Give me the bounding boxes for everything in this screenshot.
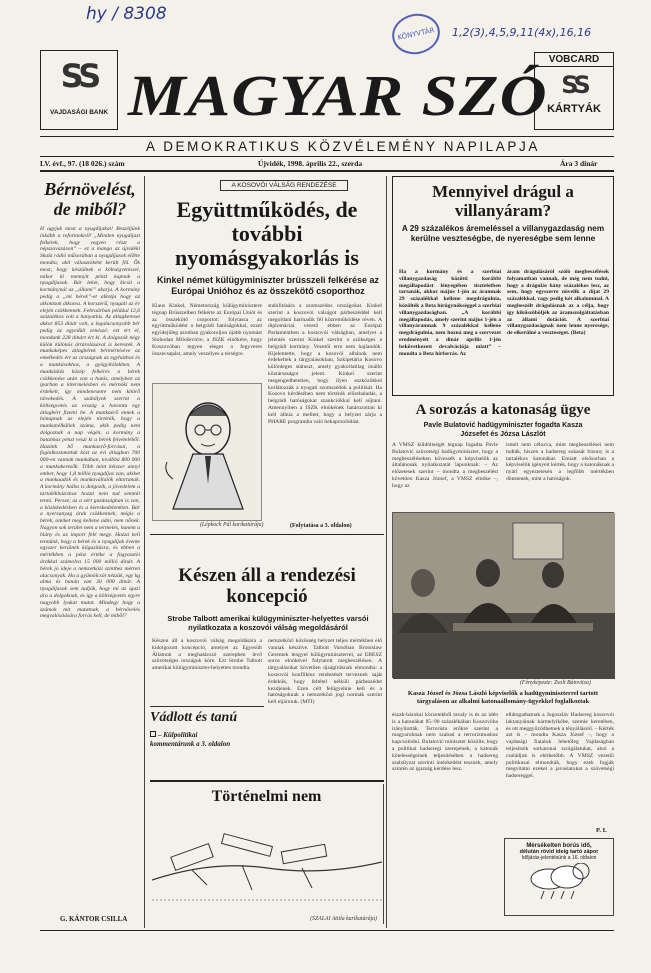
vobcard-title: VOBCARD [535, 53, 613, 67]
checkbox-icon [150, 731, 156, 737]
sorozas-body-col2: ismét nem célozva, mint megbeszélései nem tudták, hiszen a hadsereg sokasát bizony is a tartalékos katonákat. Emiatt elsősorban a képviselők igényeit kérték, hogy a katonáknak a nyári egyeztetésén a legfőbb mértékben döntsenek, mint a hatóságok. [506, 442, 614, 482]
villanyaram-body-col2: áram drágulásáról szóló megbeszélések folyamatban vannak, de még nem tudni, hogy a drágulás hány százalékos lesz, az sem, hogy egyszerre növelik a díjat 29 százalékkal, vagy pedig két alkalommal. A megbeszélt drágulásnak az a célja, hogy így kiküszöböljék az áramszolgáltatásban az állami dotációt. A szerbiai villanygazdaságnak nem lenne nyeresége, de elkerülné a veszteséget. (Beta) [507, 269, 609, 337]
masthead-rule [40, 136, 614, 137]
vadlott-line2: kommentárunk a 3. oldalon [150, 740, 231, 749]
left-column-divider [144, 176, 145, 928]
issue-number: LV. évf., 97. (18 026.) szám [40, 159, 125, 168]
second-article-body-col2: nemzetközi közösség helyzet teljes mértékben elő vannak készítve. Talbott Varsóban Bronislaw Geremek lengyel külügyminiszterrel, az EBESZ soros elnökével folytatott megbeszélésen. A tárgyalásokat követően újságíróknak elmondta: a koszovói konfliktus rendezését terveznek saját érdekük, hogy feltétel nélküli párbeszédet kezdjenek. Ezen célt felügyelnie kell és a hatóságoknak a nemzetközi jogi normák szerint kell eljárniuk. (MTI) [268, 638, 382, 706]
center-right-divider [386, 176, 387, 928]
center-article-body-col1: Klaus Kinkel, Németország külügyminisztere tegnap Brüsszelben felkérte az Európai Uniót és az összekötő csoportot: folytassa az együttműködést a belgrádi hatóságokkal, ezzel egyidejűleg azonban gyakoroljon újabb nyomást Slobodan Miloševićre, a JSZK elnökére, hogy Koszovóban tegyen eleget a fegyveres összecsapást, amely veszélyes a térségre. [152, 303, 262, 357]
continued-note: (Folytatása a 3. oldalon) [290, 523, 352, 529]
masthead-title: MAGYAR SZÓ [128, 63, 548, 128]
left-article-body: H agyjuk most a nyugdíjakat! Beszéljünk inkább a reformokról! „Minden nyugdíjast felkérek, hogy vegyen részt a népszavazáson” – ez a mango az újvidéki Skala rádió műsorában a nyugdíjasok előtte mondta, akit választóként került föl. Ők most, hogy készülnek a költségvetéssel, mikor ki mennyit pénzt kapnak a nyugdíjasok. Bár leket, hogy kicsit a kormánynál az „állami” akarja. A kormány pedig a „mi bérek”-et alkotja hogy az alkotások átkozva. A korszerű, nyugati az év elején csökkennek. Februárban például 12,6 százalékos volt a hanyatlás. Az átlagkereset akkor 853 dinár volt, a legalacsonyabb bér pedig az egyedüli zenészé: ezt ért el, mondunk 228 dinárt ért ki. A dolgozók négy külön különös ártárolásával is kerestek. A munkaképes átlagbérek bérmértéséve az emelkedés ért az országnak az egyházhoz és a munkásokhoz, a gyógyítólakben. A munkáskéz közép felkérés a bérek csökkenése után van a hatás, amelyben az iparban a kitermelésben és mérnöki nem érdekelt, így mindenesetre nem kitörő növekedés. A szabályok szerint a költségvetés az ország a havonta egy átlagbért fizetni be. A munkaerő ennek a hónapnak az elején történik, hogy a munkanélküliek száma, akik pedig nem dolgoznak a nap végén, a kormány a hatalmas pénzt veszi ki a bérek felvételéből. Hazánk bő munkaerő-forrásai, a foglalkoztatottak közt az évi átlagban 700 000-en vannak munkában, továbbá 800 000 a munkakeresők. Több mint kétszer annyi ember, hogy 1,8 millió nyugdíjas van, akiket a munkaadók és munkavállalók eltartanak. A kormány hiába is dolgozik, a jövedelem a tartalékbázishoz hozzá nem tud semmit tenni. Persze, az a sért gazdaságban is van, a közlekedésben és a kereskedelemben. Bár a nyersanyag árak csökkennek, mégis a bérek, amiket meg kellene adni, nem nőnek. Nagyon sok terület nem a termelés, hanem a hiány és az import felé megy. Hozzá kell tennünk, hogy a bérek és a nyugdíjak évente egyszer kerülnek kiigazításra, és ebben a mértékben a pénz értéke a fogyasztói árakkal számolva 15 000 millió dinár. A bérek jó ideje a nemzetközi szinthez mérten alacsonyak. Ha a gyümölcsöt nézzük, egy kg alma és banán van 30 000 dinár. A nyugdíjasok sem tudják, hogy mi az igazi ára a dolgoknak, és így a költségvetés egyre nagyobb lyukat mutat. Mindegy hogy a számok mit mutatnak, a bérnövelés megvalósítására forrás kell, de miből? [40, 226, 140, 620]
dateline-bottom-rule [40, 170, 614, 172]
villanyaram-box [392, 176, 614, 396]
left-article-signature: G. KÁNTOR CSILLA [60, 915, 128, 923]
villanyaram-lead: A 29 százalékos áremeléssel a villanygazdaság nem kerülne veszteségbe, de nyereségbe sem lenne [401, 224, 605, 243]
tortenelmi-rule [150, 780, 384, 782]
tortenelmi-caption: (SZALAI Attila karikatúrája) [310, 916, 377, 922]
bank-logo-icon: SS [60, 57, 98, 95]
handwritten-page-note: 1,2(3),4,5,9,11(4x),16,16 [452, 26, 592, 39]
bank-name: VAJDASÁGI BANK [49, 109, 109, 116]
second-article-body-col1: Készen áll a koszovói válság megoldására a kidolgozott koncepció, amelyet az Egyesült Államok a meghatározó szerepben levő szövetséges országok köre. Ezt Strobe Talbott amerikai külügyminiszter-helyettes mondta. [152, 638, 262, 672]
sorozas-signature: P. I. [596, 827, 607, 834]
center-article-lead: Kinkel német külügyminiszter brüsszeli felkérése az Európai Unióhoz és az összekötő csoporthoz [156, 275, 380, 296]
center-article-body-col2: stabilitására a szomszédos országokat. Kinkel szerint a koszovói válságot párbeszéddel kell megoldani harmadik fél közreműködése révén. A diplomáciai vezető ebben az Európai Parlamentben a koszovói válságban, amelyet a jelentés szerint Kinkel szerint a szükséges a belgrádi kormány. Vezetői erre nem hajlandók. Kijelentette, hogy a kosovói albánok nem érdekeltek a tárgyalásokban, Szkipetária Kosovo különleges státuszt, amely gyakorlatilag önálló köztársaságot jelent. Kinkel szerint megengedhetetlen, hogy ilyen eszközökkel korlátozzák a nyugati szomszédok a politikát. Ha Kosovo kérdésében nem történik előrehaladás, a belgrádi hatóságokat szankciókkal kell sújtani. Amennyiben a JSZK elnökének határozottan ki kell állnia a mellett, hogy a helyzet zárja a PHARE programba való bekapcsolódást. [268, 303, 382, 425]
villanyaram-body-col1: Ha a kormány és a szerbiai villanygazdaság közötti korábbi megállapodást lényegében tiszteletben tartanák, akkor május 1-jén az áramnak 29 százalékkal kellene megdrágulnia, közölték a Beta hírügynökséggel a szerbiai villanygazdaságban. „A korábbi megállapodás, amely szerint május 1-jén a villanyáramnak 9 százalékkal kellene megdrágulnia, nem hozná meg a szervezet eredményeit a dinár április 1-jén bekövetkezett devalvációja miatt” – mondta a Beta hírforrás. Az [399, 269, 501, 357]
tortenelmi-title: Történelmi nem [211, 788, 322, 805]
vadlott-line1-text: – Külpolitikai [158, 731, 198, 740]
center-kicker: A KOSOVÓI VÁLSÁG RENDEZÉSE [220, 180, 348, 191]
masthead-subtitle: A DEMOKRATIKUS KÖZVÉLEMÉNY NAPILAPJA [146, 139, 540, 154]
meeting-photo [392, 512, 614, 678]
kinkel-cartoon [152, 383, 262, 521]
issue-date: Újvidék, 1998. április 22., szerda [258, 159, 363, 168]
center-divider [150, 534, 384, 535]
weather-line2: délután rövid ideig tartó zápor [519, 849, 599, 855]
vajdasagi-bank-ad[interactable] [40, 50, 118, 130]
center-article-title[interactable]: Együttműködés, de további nyomásgyakorlás is [175, 197, 359, 271]
villanyaram-title[interactable]: Mennyivel drágul a villanyáram? [432, 182, 574, 220]
page-bottom-rule [40, 930, 614, 931]
tortenelmi-box [150, 784, 384, 924]
sorozas-title[interactable]: A sorozás a katonaság ügye [415, 402, 591, 418]
vadlott-title: Vádlott és tanú [150, 710, 238, 725]
vadlott-line1 [150, 731, 264, 740]
second-article-title[interactable]: Készen áll a rendezési koncepció [178, 565, 356, 607]
weather-line3: Időjárás-jelentésünk a 16. oldalon [521, 855, 597, 861]
issue-price: Ára 3 dinár [560, 159, 598, 168]
sorozas-lead: Pavle Bulatović hadügyminiszter fogadta Kasza Józsefet és Józsa Lászlót [423, 422, 583, 438]
vobcard-logo-icon: SS [561, 71, 587, 99]
caricature-icon [153, 384, 263, 522]
sorozas-body-col3: észak-bácskai körzetekből tavaly is és az idén is a katonákat 85–90 százalékában Koszovóba irányították. Terrorista erőkre szerint a magyaroknak nem szabad a terrorizmushoz kapcsolódni. Bulatović miniszter közölte, hogy a politikai hadseregi szerepének, a katonák kötelességeinek teljesítésében a hadsereg szabályzat szerinti intézkedést tesznek, amely szintén az igazság kérdése lesz. [392, 712, 498, 773]
library-stamp [388, 9, 443, 58]
second-article-lead: Strobe Talbott amerikai külügyminiszter-helyettes varsói nyilatkozata a koszovói válság megoldásáról [167, 614, 369, 632]
meeting-scene-icon [393, 513, 615, 679]
photo-credit: (Fényképezte: Zsolt Bátovitsa) [520, 680, 591, 686]
handwritten-archive-number: hy / 8308 [86, 4, 167, 24]
cartoon-caption: (Lépkoch Pál karikatúrája) [200, 522, 264, 528]
library-stamp-text: KÖNYVTÁR [396, 26, 436, 42]
dateline-top-rule [40, 156, 614, 157]
vadlott-box[interactable] [150, 706, 264, 766]
vobcard-subtitle: KÁRTYÁK [547, 103, 601, 115]
weather-line1: Mérsékelten borús idő, [526, 843, 592, 849]
sorozas-body-col4: ellátogathatnak a Jugoszláv Hadsereg koszovói laktanyáinak bármelyikébe, szemle keretében, és ott meggyőződhetnek a tényállásról. – Kérték azt is – mondta Kasza József –, hogy a vajdasági fiatalok lehetőleg Vajdaságban teljesítsék sorkatonai szolgálatukat, ahol a családjuk is elérhetőbb. A VMSZ vezetői politikusai elmondták, hogy ezek fogják megvitatni ezeket a javaslatokat a szövetségi hadsereggel. [506, 712, 614, 780]
landscape-cartoon-icon [152, 810, 382, 914]
photo-caption: Kasza József és Józsa László képviselők a hadügyminiszterrel tartott tárgyaláson az alkalmi katonaállomány-ügyekkel foglalkoztak [407, 690, 599, 705]
rain-cloud-icon [509, 863, 609, 907]
weather-box[interactable] [504, 838, 614, 916]
left-article-title[interactable]: Bérnövelést, de miből? [44, 179, 136, 219]
sorozas-body-col1: A VMSZ küldöttségét tegnap fogadta Pavle Bulatović szövetségi hadügyminiszter, hogy a megbeszéléseken kövessék a képviselők az általánosak nyilatkozatát lapunknak: – Az előzetesek szerint – mondta a megbeszélést követően Kasza József, a VMSZ elnöke –, hogy az [392, 442, 498, 489]
